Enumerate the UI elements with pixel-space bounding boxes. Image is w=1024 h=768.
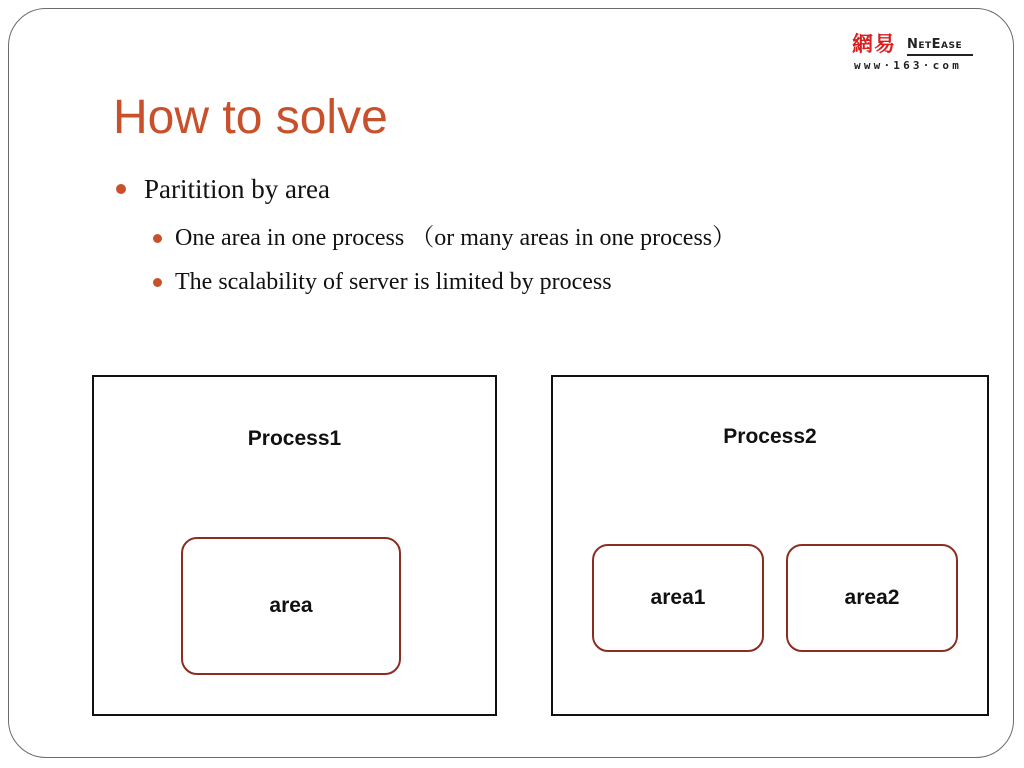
bullet-dot-icon	[153, 234, 162, 243]
bullet-item	[113, 170, 993, 208]
area-label: area	[269, 594, 313, 617]
sub-bullet-item	[113, 262, 993, 302]
process-box	[551, 375, 989, 716]
area-label: area2	[844, 586, 900, 609]
process-box	[92, 375, 497, 716]
slide-title: How to solve	[113, 91, 388, 144]
logo-rule	[907, 54, 973, 56]
bullet-dot-icon	[116, 184, 126, 194]
area-box	[786, 544, 958, 652]
area-label: area1	[650, 586, 706, 609]
logo-chinese-text: 網易	[852, 32, 896, 56]
bullet-list	[113, 170, 993, 302]
area-box	[592, 544, 764, 652]
logo-url-text: www·163·com	[854, 59, 963, 72]
sub-bullet-item	[113, 218, 993, 258]
bullet-dot-icon	[153, 278, 162, 287]
process-label: Process1	[247, 427, 342, 450]
process-label: Process2	[723, 425, 817, 448]
netease-logo	[852, 32, 976, 74]
area-box	[181, 537, 401, 675]
sub-bullet-text: One area in one process （or many areas in one process）	[175, 225, 737, 251]
bullet-text: Paritition by area	[144, 174, 330, 204]
logo-english-text: NetEase	[907, 37, 963, 52]
sub-bullet-text: The scalability of server is limited by process	[175, 269, 612, 295]
